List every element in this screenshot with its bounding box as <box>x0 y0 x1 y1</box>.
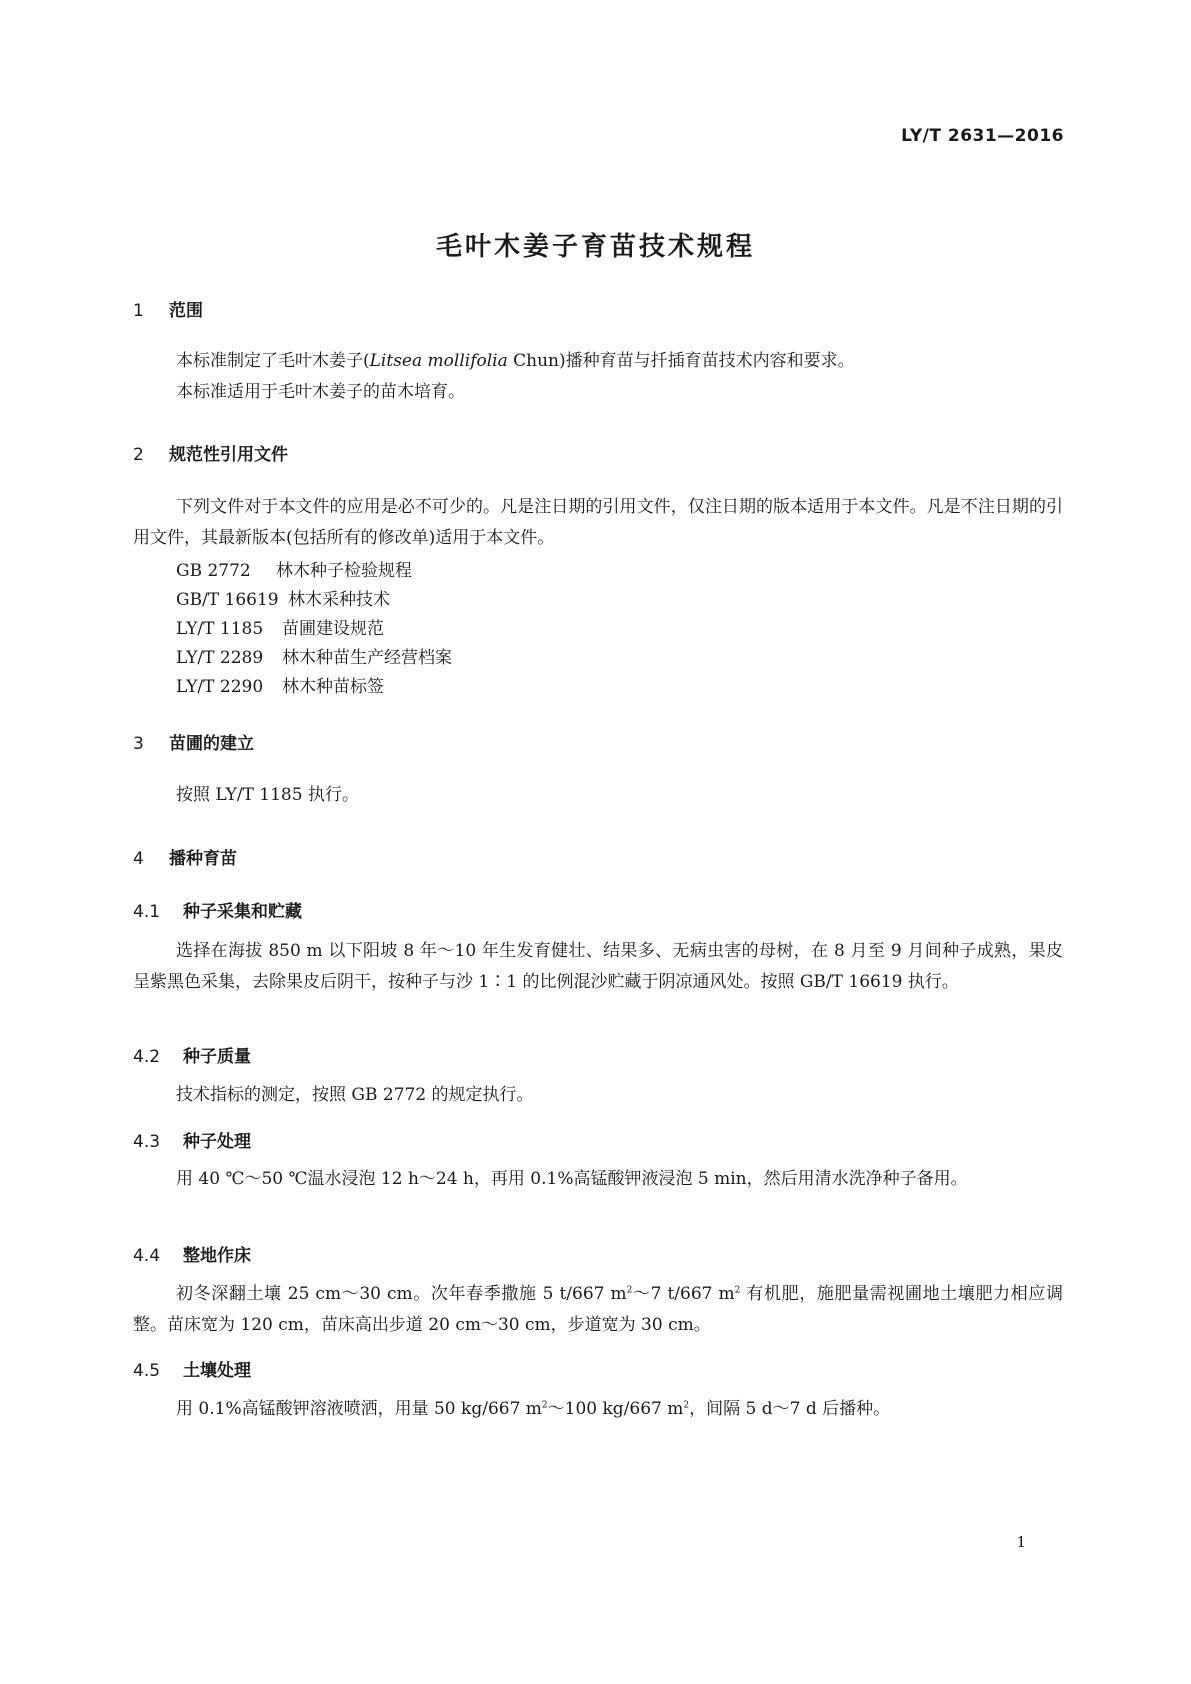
section-4-4-heading <box>133 1241 251 1266</box>
section-title: 规范性引用文件 <box>169 445 288 465</box>
reference-name: 林木种苗标签 <box>282 677 384 697</box>
reference-code: LY/T 2290 <box>176 677 264 697</box>
section-number: 4.1 <box>133 902 161 922</box>
reference-code: GB 2772 <box>176 561 251 581</box>
text-run: 用 0.1%高锰酸钾溶液喷洒，用量 50 kg/667 m <box>176 1399 542 1419</box>
section-2-heading <box>133 440 288 465</box>
superscript: 2 <box>683 1400 690 1411</box>
section-number: 4.4 <box>133 1246 161 1266</box>
reference-name: 林木种子检验规程 <box>276 561 412 581</box>
section-number: 1 <box>133 301 144 321</box>
section-title: 苗圃的建立 <box>169 734 254 754</box>
section-3-paragraph-1: 按照 LY/T 1185 执行。 <box>176 785 359 805</box>
section-number: 4 <box>133 849 144 869</box>
section-4-5-heading <box>133 1356 251 1381</box>
standard-code: LY/T 2631—2016 <box>901 126 1064 146</box>
section-4-1-paragraph-1: 选择在海拔 850 m 以下阳坡 8 年～10 年生发育健壮、结果多、无病虫害的母树，在 8 月至 9 月间种子成熟，果皮呈紫黑色采集，去除果皮后阴干，按种子与沙 1∶1 的比例混沙贮藏于阴凉通风处。按照 GB/T 16619 执行。 <box>133 941 1063 992</box>
section-4-4-paragraph-1 <box>133 1279 1063 1341</box>
section-4-3-heading <box>133 1127 251 1152</box>
superscript: 2 <box>734 1285 741 1296</box>
section-1-paragraph-2: 本标准适用于毛叶木姜子的苗木培育。 <box>176 382 465 402</box>
reference-item <box>176 614 384 639</box>
section-number: 2 <box>133 445 144 465</box>
section-4-2-heading <box>133 1042 251 1067</box>
text-run: 初冬深翻土壤 25 cm～30 cm。次年春季撒施 5 t/667 m <box>176 1284 627 1304</box>
reference-name: 林木种苗生产经营档案 <box>282 648 452 668</box>
text-run: ～7 t/667 m <box>632 1284 735 1304</box>
text-run: ～100 kg/667 m <box>547 1399 684 1419</box>
text-run: ，间隔 5 d～7 d 后播种。 <box>689 1399 891 1419</box>
text-run: 本标准制定了毛叶木姜子( <box>176 351 370 371</box>
section-title: 种子采集和贮藏 <box>183 902 302 922</box>
reference-item <box>176 585 390 610</box>
superscript: 2 <box>541 1400 548 1411</box>
section-number: 4.3 <box>133 1132 161 1152</box>
section-4-3-paragraph-1: 用 40 ℃～50 ℃温水浸泡 12 h～24 h，再用 0.1%高锰酸钾液浸泡 5 min，然后用清水洗净种子备用。 <box>176 1169 968 1189</box>
text-run: Chun)播种育苗与扦插育苗技术内容和要求。 <box>507 351 855 371</box>
document-title: 毛叶木姜子育苗技术规程 <box>435 232 755 262</box>
text-run: 有机肥，施肥量需视圃地土壤肥力相应调整。苗床宽为 120 cm，苗床高出步道 20 cm～30 cm，步道宽为 30 cm。 <box>133 1284 1063 1335</box>
section-title: 整地作床 <box>183 1246 251 1266</box>
section-title: 种子处理 <box>183 1132 251 1152</box>
section-4-2-paragraph-1: 技术指标的测定，按照 GB 2772 的规定执行。 <box>176 1085 534 1105</box>
page-number: 1 <box>1016 1533 1026 1551</box>
section-title: 土壤处理 <box>183 1361 251 1381</box>
reference-code: GB/T 16619 <box>176 590 279 610</box>
reference-name: 林木采种技术 <box>288 590 390 610</box>
section-4-5-paragraph-1 <box>133 1394 1063 1425</box>
section-number: 4.5 <box>133 1361 161 1381</box>
section-title: 范围 <box>169 301 203 321</box>
section-number: 4.2 <box>133 1047 161 1067</box>
reference-name: 苗圃建设规范 <box>282 619 384 639</box>
superscript: 2 <box>626 1285 633 1296</box>
section-2-paragraph-1: 下列文件对于本文件的应用是必不可少的。凡是注日期的引用文件，仅注日期的版本适用于本文件。凡是不注日期的引用文件，其最新版本(包括所有的修改单)适用于本文件。 <box>133 497 1063 548</box>
reference-code: LY/T 1185 <box>176 619 264 639</box>
latin-name: Litsea mollifolia <box>369 351 508 371</box>
section-4-heading <box>133 844 237 869</box>
section-1-paragraph-1 <box>133 346 1063 377</box>
reference-item <box>176 556 412 581</box>
reference-code: LY/T 2289 <box>176 648 264 668</box>
section-1-heading <box>133 296 203 321</box>
reference-item <box>176 643 452 668</box>
section-3-heading <box>133 729 254 754</box>
section-4-1-heading <box>133 897 302 922</box>
section-number: 3 <box>133 734 144 754</box>
reference-item <box>176 672 384 697</box>
section-title: 播种育苗 <box>169 849 237 869</box>
section-title: 种子质量 <box>183 1047 251 1067</box>
